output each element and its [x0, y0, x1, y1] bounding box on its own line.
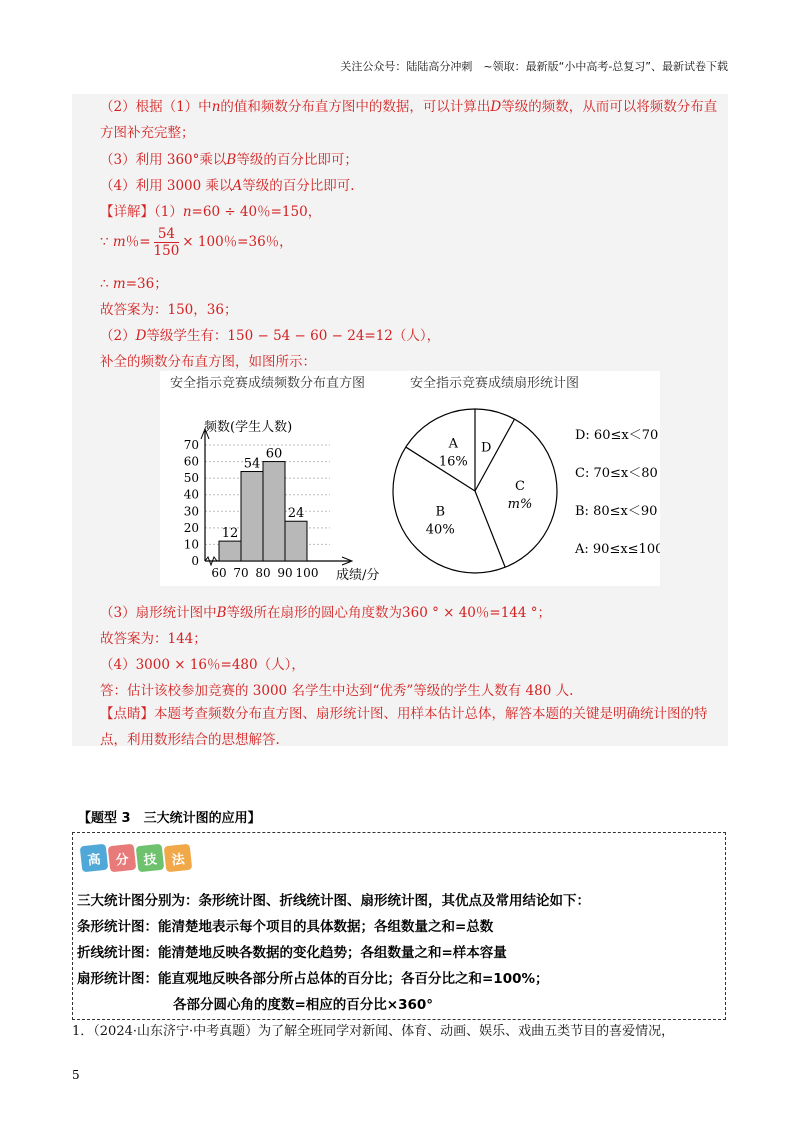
- var-n: n: [182, 204, 192, 220]
- answer-result-3: 故答案为：144；: [100, 631, 207, 647]
- histogram-bar: [285, 521, 307, 561]
- fraction-numerator: 54: [154, 226, 180, 243]
- text-segment: 等级的百分比即可；: [236, 152, 358, 168]
- answer-therefore: [100, 272, 168, 292]
- badge-tile: 技: [136, 844, 165, 873]
- bar-value-label: 54: [243, 456, 261, 472]
- x-axis-label: 成绩/分: [336, 568, 380, 583]
- page-number: 5: [72, 1068, 80, 1082]
- statistics-figure: [160, 371, 660, 586]
- text-segment: 的值和频数分布直方图中的数据，可以计算出: [220, 99, 491, 115]
- answer-part-2: [100, 324, 440, 344]
- text-segment: =60 ÷ 40％=150，: [191, 204, 322, 220]
- var-a: A: [232, 178, 243, 194]
- pie-slice-letter: C: [515, 478, 525, 494]
- pie-legend-item: D: 60≤x＜70: [575, 428, 659, 443]
- answer-conclusion: 答：估计该校参加竞赛的 3000 名学生中达到“优秀”等级的学生人数有 480 人.: [100, 683, 574, 699]
- answer-part-3: [100, 601, 551, 621]
- histogram-bar: [219, 541, 241, 561]
- x-tick-label: 100: [295, 566, 319, 580]
- answer-figure-intro: 补全的频数分布直方图，如图所示：: [100, 354, 316, 370]
- answer-fraction-line: [100, 226, 293, 259]
- y-axis-label: 频数(学生人数): [204, 420, 293, 435]
- text-segment: （2）根据（1）中: [100, 99, 212, 115]
- pie-legend-item: B: 80≤x＜90: [575, 504, 658, 519]
- y-tick-label: 40: [183, 487, 199, 502]
- badge-tile: 分: [108, 844, 137, 873]
- bar-value-label: 60: [265, 446, 283, 462]
- x-tick-label: 60: [211, 566, 227, 580]
- text-segment: × 100％=36％，: [182, 234, 293, 250]
- y-tick-label: 70: [183, 438, 199, 452]
- page-header: 关注公众号：陆陆高分冲刺 ~领取：最新版“小中高考-总复习”、最新试卷下载: [340, 60, 728, 73]
- question-1: 1．（2024·山东济宁·中考真题）为了解全班同学对新闻、体育、动画、娱乐、戏曲五类节目的喜爱情况，: [72, 1024, 675, 1039]
- fraction-denominator: 150: [153, 243, 180, 259]
- pie-slice-letter: A: [448, 436, 458, 452]
- text-segment: ∴: [100, 276, 113, 292]
- y-tick-label: 50: [183, 471, 199, 486]
- y-tick-label: 60: [183, 454, 199, 469]
- tips-line: 条形统计图：能清楚地表示每个项目的具体数据；各组数量之和=总数: [77, 919, 494, 935]
- answer-remark: 【点睛】本题考查频数分布直方图、扇形统计图、用样本估计总体，解答本题的关键是明确统计图的特点，利用数形结合的思想解答.: [100, 706, 708, 748]
- var-m: m: [112, 276, 126, 292]
- answer-part-4: （4）3000 × 16％=480（人），: [100, 657, 305, 673]
- text-segment: ∵: [100, 234, 113, 250]
- pie-slice-percent: m%: [507, 496, 533, 512]
- bar-value-label: 12: [221, 526, 239, 542]
- text-segment: 等级学生有：150 − 54 − 60 − 24=12（人），: [146, 328, 441, 344]
- badge-tile: 法: [164, 844, 193, 873]
- var-d: D: [135, 328, 147, 344]
- pie-legend-item: C: 70≤x＜80: [575, 466, 658, 481]
- var-m: m: [112, 234, 126, 250]
- section-title: 【题型 3 三大统计图的应用】: [78, 811, 261, 826]
- pie-slice-percent: 16%: [438, 454, 468, 470]
- text-segment: =36；: [125, 276, 168, 292]
- text-segment: （2）: [100, 328, 136, 344]
- var-b: B: [226, 152, 237, 168]
- histogram-title: 安全指示竞赛成绩频数分布直方图: [170, 376, 366, 391]
- pie-slice-letter: D: [480, 440, 492, 456]
- y-tick-label: 0: [191, 554, 199, 568]
- y-tick-label: 30: [183, 504, 199, 519]
- answer-line-4: [100, 174, 355, 194]
- x-tick-label: 90: [277, 566, 293, 580]
- high-score-tips-badge: [81, 845, 191, 877]
- text-segment: 等级所在扇形的圆心角度数为360 ° × 40％=144 °；: [226, 605, 552, 621]
- text-segment: 等级的频数，从而可以将频数分布直方图补充完整；: [100, 99, 718, 141]
- badge-tile: 高: [80, 844, 109, 873]
- tips-line: 三大统计图分别为：条形统计图、折线统计图、扇形统计图，其优点及常用结论如下：: [77, 893, 590, 909]
- answer-detail-1: [100, 200, 321, 220]
- text-segment: （3）扇形统计图中: [100, 605, 217, 621]
- var-n: n: [211, 99, 221, 115]
- text-segment: （3）利用 360°乘以: [100, 152, 227, 168]
- answer-result-1: 故答案为：150，36；: [100, 302, 238, 318]
- y-tick-label: 10: [183, 537, 199, 552]
- text-segment: ％=: [125, 234, 151, 250]
- answer-line-2: [100, 94, 724, 146]
- pie-legend-item: A: 90≤x≤100: [575, 542, 660, 557]
- y-tick-label: 20: [183, 520, 199, 535]
- var-b: B: [216, 605, 227, 621]
- pie-slice-percent: 40%: [425, 522, 455, 538]
- tips-line: 各部分圆心角的度数=相应的百分比×360°: [173, 997, 434, 1013]
- fraction: [154, 226, 180, 259]
- pie-title: 安全指示竞赛成绩扇形统计图: [410, 376, 580, 391]
- histogram-bar: [241, 472, 263, 561]
- pie-slice-letter: B: [435, 504, 446, 520]
- tips-line: 扇形统计图：能直观地反映各部分所占总体的百分比；各百分比之和=100%；: [77, 971, 549, 987]
- text-segment: 等级的百分比即可.: [242, 178, 355, 194]
- text-segment: 【详解】（1）: [100, 204, 183, 220]
- tips-line: 折线统计图：能清楚地反映各数据的变化趋势；各组数量之和=样本容量: [77, 945, 507, 961]
- var-d: D: [490, 99, 502, 115]
- x-tick-label: 70: [233, 566, 249, 580]
- x-tick-label: 80: [255, 566, 271, 580]
- text-segment: （4）利用 3000 乘以: [100, 178, 233, 194]
- bar-value-label: 24: [287, 506, 305, 522]
- answer-line-3: [100, 148, 358, 168]
- histogram-bar: [263, 462, 285, 561]
- tips-box: [72, 832, 726, 1020]
- charts-svg: [160, 371, 660, 586]
